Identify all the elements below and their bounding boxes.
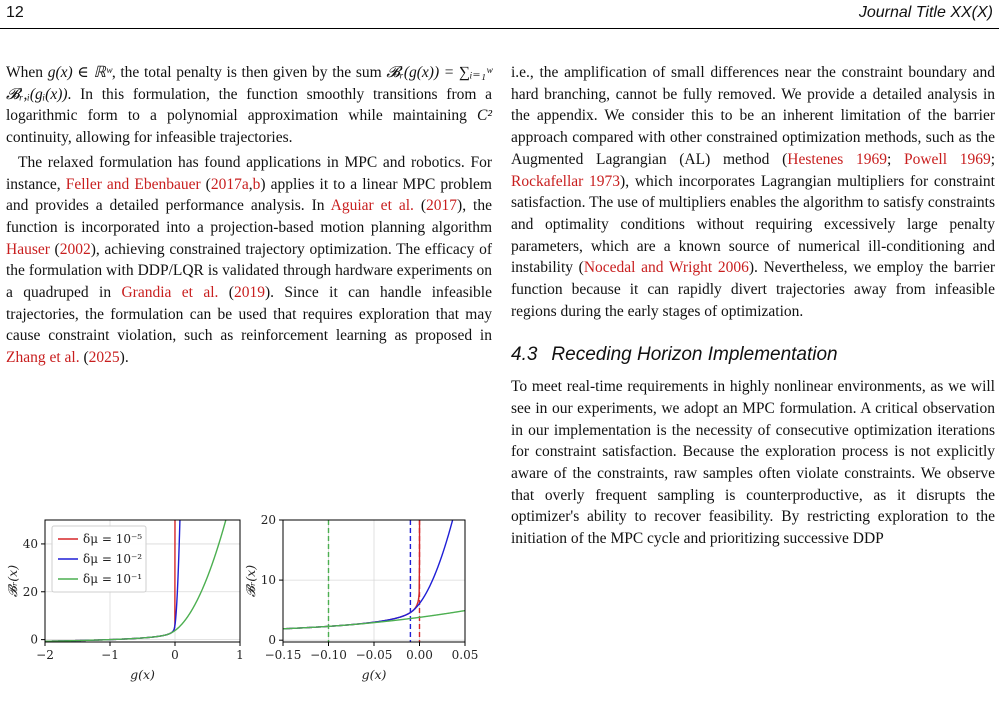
citation-link[interactable]: Zhang et al. xyxy=(6,349,80,367)
x-tick-label: −0.05 xyxy=(355,648,393,662)
x-axis-label: g(x) xyxy=(130,667,155,682)
citation-link[interactable]: Aguiar et al. xyxy=(330,197,414,215)
text-run: When xyxy=(6,64,48,81)
citation-link[interactable]: 2017a xyxy=(210,175,249,193)
paragraph-receding-horizon: To meet real-time requirements in highly nonlinear environments, as we will see in our experiments, we adopt an MPC formulation. A critical observation in our implementation is the necessity of consecutive optimization iterations for constraint satisfaction. Because the exploration process is not explicitly aware of the constraints, raw samples often violate constraints. We observe that overly frequent sampling is counterproductive, as it disrupts the optimizer's ability to recover feasibility. By restricting exploration to the initiation of the MPC cycle and prioritizing successive DDP xyxy=(511,378,995,548)
x-tick-label: 1 xyxy=(236,648,244,662)
math-inline: g(x) ∈ ℝʷ xyxy=(47,64,112,81)
citation-link[interactable]: Powell 1969 xyxy=(903,150,991,168)
citation-link[interactable]: 2019 xyxy=(233,284,265,302)
text-run: ). xyxy=(119,349,129,367)
right-column xyxy=(511,62,995,550)
y-axis-label: 𝓑ᵣ(x) xyxy=(243,564,258,598)
citation-link[interactable]: 2017 xyxy=(426,197,458,215)
y-tick-label: 20 xyxy=(22,584,38,599)
page-header xyxy=(0,0,999,29)
text-run: ( xyxy=(413,197,427,215)
text-run: , the total penalty is then given by the sum xyxy=(111,64,387,81)
paragraph-penalty-sum xyxy=(6,62,492,149)
math-inline: 𝓑ᵣ(g(x)) = ∑ᵢ₌₁ʷ 𝓑ᵣ,ᵢ(gᵢ(x)) xyxy=(6,64,493,103)
text-run: ( xyxy=(49,240,60,258)
text-run: ), the function is incorporated into a projection-based motion planning algorithm xyxy=(6,197,492,236)
paragraph-limitations xyxy=(511,62,995,322)
x-tick-label: 0 xyxy=(171,648,179,662)
text-run: ; xyxy=(990,150,996,168)
y-tick-label: 0 xyxy=(268,633,276,648)
y-axis-label: 𝓑ᵣ(x) xyxy=(5,564,20,598)
text-run: ; xyxy=(886,150,904,168)
section-number: 4.3 xyxy=(511,344,538,366)
text-run: continuity, allowing for infeasible trajectories. xyxy=(6,129,293,147)
legend-label: δμ = 10⁻² xyxy=(83,552,143,566)
citation-link[interactable]: 2002 xyxy=(59,240,91,258)
citation-link[interactable]: Hauser xyxy=(6,240,50,258)
citation-link[interactable]: Rockafellar 1973 xyxy=(511,172,621,190)
text-run: , xyxy=(248,175,253,193)
page-number: 12 xyxy=(6,4,24,21)
legend-label: δμ = 10⁻¹ xyxy=(83,572,143,586)
text-run: ), which incorporates Lagrangian multipliers for constraint satisfaction. The use of multipliers enables the algorithm to satisfy constraints and optimality conditions without requiring excessively large penalty parameters, which are a known source of numerical ill-conditioning and instability ( xyxy=(511,172,995,277)
citation-link[interactable]: Grandia et al. xyxy=(121,284,219,302)
x-axis-label: g(x) xyxy=(361,667,387,682)
citation-link[interactable]: b xyxy=(252,175,261,193)
x-tick-label: 0.00 xyxy=(406,648,433,662)
citation-link[interactable]: Hestenes 1969 xyxy=(787,150,887,168)
text-run: ) applies it to a linear MPC problem and provides a detailed performance analysis. In xyxy=(6,175,492,215)
figure-svg xyxy=(0,500,500,724)
y-tick-label: 10 xyxy=(260,573,276,588)
x-tick-label: −2 xyxy=(36,648,54,662)
text-run: ( xyxy=(218,284,234,302)
text-run: . In this formulation, the function smoothly transitions from a logarithmic form to a polynomial approximation while maintaining xyxy=(6,85,492,125)
journal-title: Journal Title XX(X) xyxy=(858,4,993,21)
section-title: Receding Horizon Implementation xyxy=(551,344,838,366)
y-tick-label: 0 xyxy=(30,632,38,647)
text-run: ), achieving constrained trajectory optimization. The efficacy of the formulation with DDP/LQR is validated through hardware experiments on a quadruped in xyxy=(6,240,492,302)
paragraph-applications xyxy=(6,152,492,369)
text-run: i.e., the amplification of small differences near the constraint boundary and hard branching, cannot be fully removed. We provide a detailed analysis in the appendix. We consider this to be an inherent limitation of the barrier approach compared with other constrained optimization methods, such as the Augmented Lagrangian (AL) method ( xyxy=(511,64,995,168)
y-tick-label: 20 xyxy=(260,513,276,527)
x-tick-label: −1 xyxy=(101,648,119,662)
figure-barrier-plots xyxy=(0,500,500,724)
x-tick-label: −0.10 xyxy=(310,648,347,662)
text-run: ( xyxy=(200,175,211,193)
text-run: ). Nevertheless, we employ the barrier function because it can rapidly divert trajectories away from infeasible regions during the early stages of optimization. xyxy=(511,259,996,320)
legend-label: δμ = 10⁻⁵ xyxy=(83,532,143,546)
math-inline: C² xyxy=(477,107,492,125)
citation-link[interactable]: Nocedal and Wright 2006 xyxy=(583,259,749,277)
text-run: ). Since it can handle infeasible trajectories, the formulation can be used that requires exploration that may cause constraint violation, such as reinforcement learning as proposed in xyxy=(6,284,492,345)
section-heading xyxy=(511,344,995,366)
left-column xyxy=(6,62,492,369)
text-run: The relaxed formulation has found applications in MPC and robotics. For instance, xyxy=(6,153,492,193)
text-run: ( xyxy=(79,349,89,367)
citation-link[interactable]: 2025 xyxy=(88,349,120,367)
citation-link[interactable]: Feller and Ebenbauer xyxy=(65,175,201,193)
y-tick-label: 40 xyxy=(22,536,38,551)
x-tick-label: 0.05 xyxy=(451,648,479,662)
x-tick-label: −0.15 xyxy=(264,648,302,662)
